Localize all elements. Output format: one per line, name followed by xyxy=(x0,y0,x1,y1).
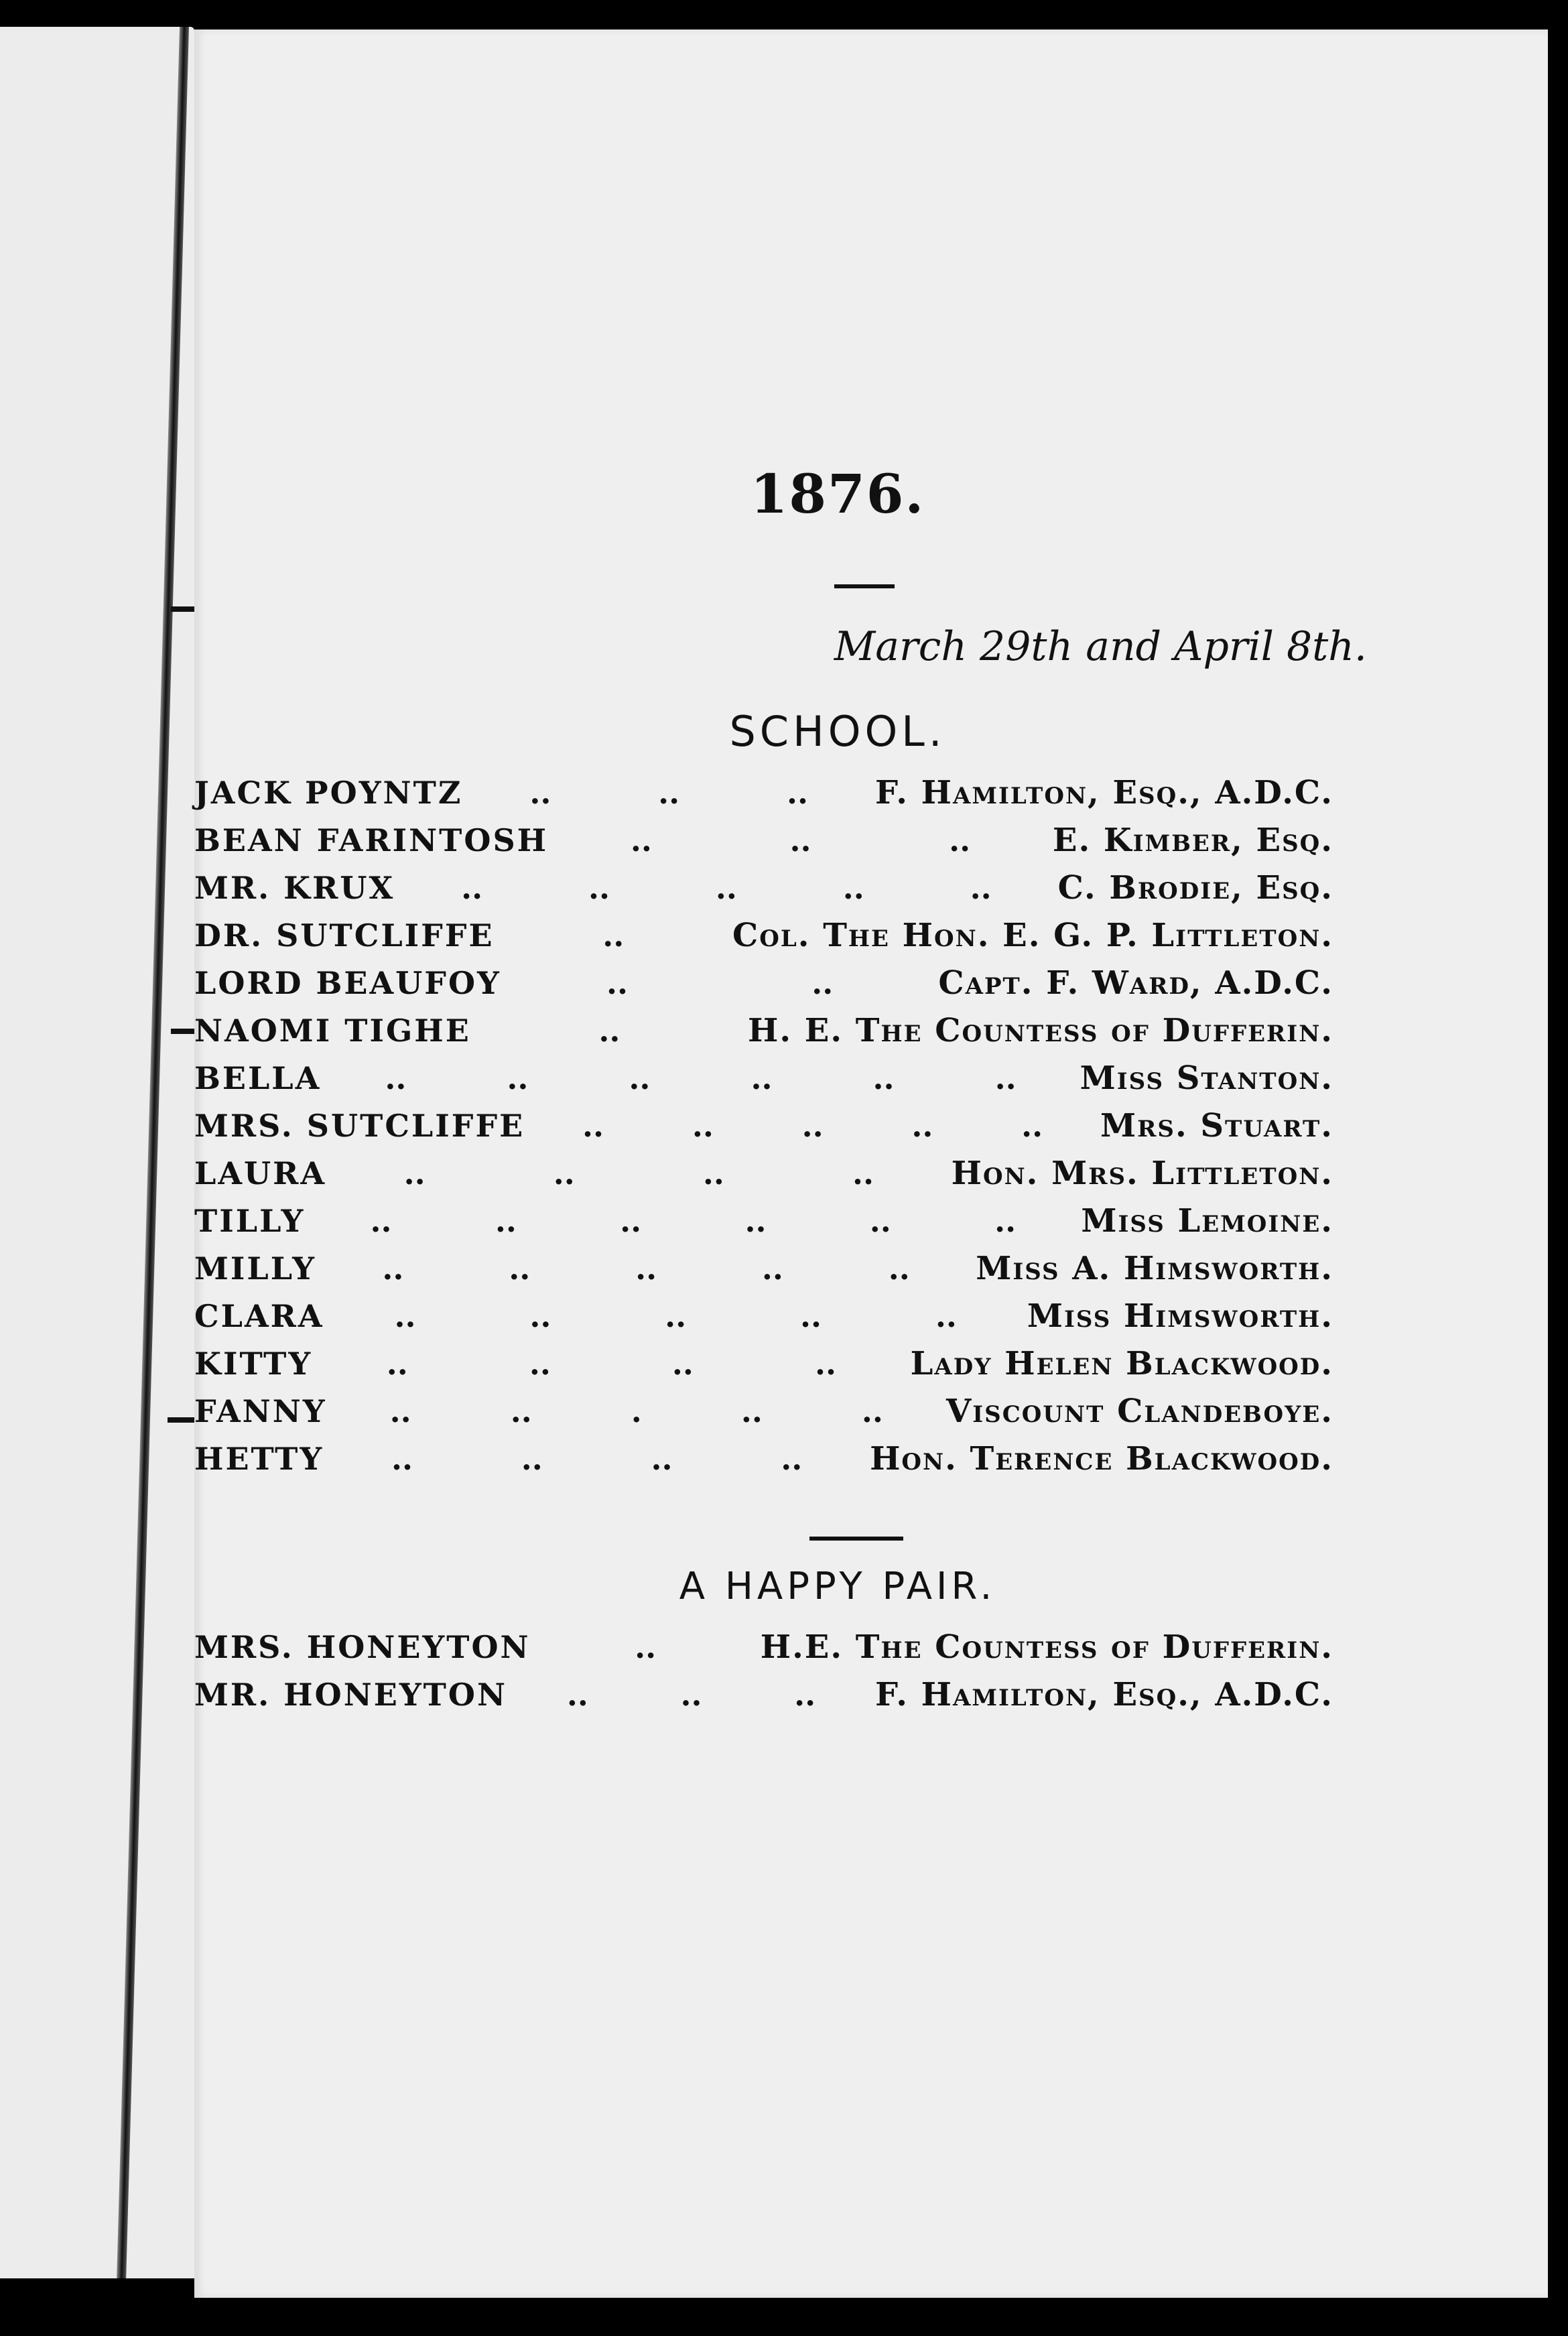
cast-row xyxy=(194,1392,1333,1440)
leader-dots: .. .. .. xyxy=(529,775,809,811)
page-year: 1876. xyxy=(750,462,925,525)
leader-dots: .. xyxy=(598,1013,620,1049)
section-heading-happy-pair: A HAPPY PAIR. xyxy=(679,1565,996,1608)
cast-list-school xyxy=(194,774,1333,1488)
actor-name: Mrs. Stuart. xyxy=(1100,1107,1333,1145)
leader-dots: .. .. .. xyxy=(566,1677,816,1713)
role-name: DR. SUTCLIFFE xyxy=(194,917,495,954)
actor-name: Miss Himsworth. xyxy=(1027,1297,1333,1335)
leader-dots: .. .. .. .. .. xyxy=(382,1250,910,1287)
role-name: MRS. HONEYTON xyxy=(194,1629,531,1665)
leader-dots: .. .. .. .. xyxy=(403,1155,874,1191)
cast-row xyxy=(194,1250,1333,1297)
role-name: MR. HONEYTON xyxy=(194,1677,508,1713)
cast-row xyxy=(194,1012,1333,1059)
leader-dots: .. .. .. .. .. xyxy=(461,870,992,906)
leader-dots: .. .. .. .. xyxy=(391,1441,803,1477)
role-name: BELLA xyxy=(194,1060,322,1096)
left-page xyxy=(0,27,194,2278)
role-name: KITTY xyxy=(194,1346,313,1382)
actor-name: Lady Helen Blackwood. xyxy=(910,1345,1333,1382)
role-name: MILLY xyxy=(194,1250,317,1287)
cast-row xyxy=(194,1107,1333,1155)
section-rule xyxy=(809,1537,903,1541)
actor-name: Hon. Mrs. Littleton. xyxy=(951,1155,1333,1192)
cast-row xyxy=(194,1676,1333,1724)
role-name: LAURA xyxy=(194,1155,327,1191)
section-heading-school: SCHOOL. xyxy=(729,707,946,756)
actor-name: H.E. The Countess of Dufferin. xyxy=(760,1628,1333,1666)
cast-list-happy-pair xyxy=(194,1628,1333,1724)
cast-row xyxy=(194,869,1333,917)
role-name: JACK POYNTZ xyxy=(194,775,463,811)
actor-name: H. E. The Countess of Dufferin. xyxy=(748,1012,1333,1049)
cast-row xyxy=(194,774,1333,822)
role-name: HETTY xyxy=(194,1441,324,1477)
leader-dots: .. .. .. .. .. .. xyxy=(370,1203,1017,1239)
role-name: MRS. SUTCLIFFE xyxy=(194,1108,525,1144)
actor-name: Hon. Terence Blackwood. xyxy=(870,1440,1333,1478)
leader-dots: .. .. xyxy=(606,965,834,1001)
role-name: FANNY xyxy=(194,1393,327,1429)
actor-name: F. Hamilton, Esq., A.D.C. xyxy=(874,1676,1333,1713)
cast-row xyxy=(194,1155,1333,1202)
leader-dots: .. xyxy=(602,917,625,954)
cast-row xyxy=(194,1297,1333,1345)
role-name: LORD BEAUFOY xyxy=(194,965,501,1001)
role-name: MR. KRUX xyxy=(194,870,395,906)
cast-row xyxy=(194,1202,1333,1250)
cast-row xyxy=(194,1345,1333,1392)
role-name: TILLY xyxy=(194,1203,306,1239)
actor-name: Miss Lemoine. xyxy=(1081,1202,1333,1240)
actor-name: Capt. F. Ward, A.D.C. xyxy=(938,964,1333,1002)
cast-row xyxy=(194,822,1333,869)
actor-name: Miss A. Himsworth. xyxy=(976,1250,1333,1287)
actor-name: Miss Stanton. xyxy=(1080,1059,1333,1097)
role-name: CLARA xyxy=(194,1298,324,1334)
title-rule xyxy=(834,584,895,588)
leader-dots: .. .. .. .. .. xyxy=(394,1298,957,1334)
leader-dots: .. xyxy=(635,1629,657,1665)
actor-name: F. Hamilton, Esq., A.D.C. xyxy=(874,774,1333,812)
leader-dots: .. .. .. xyxy=(630,822,971,858)
cast-row xyxy=(194,1440,1333,1488)
cast-row xyxy=(194,917,1333,964)
cast-row xyxy=(194,964,1333,1012)
role-name: BEAN FARINTOSH xyxy=(194,822,549,858)
actor-name: E. Kimber, Esq. xyxy=(1052,822,1333,859)
actor-name: C. Brodie, Esq. xyxy=(1057,869,1333,907)
leader-dots: .. .. . .. .. xyxy=(389,1393,883,1429)
performance-dates: March 29th and April 8th. xyxy=(834,623,1367,670)
cast-row xyxy=(194,1059,1333,1107)
leader-dots: .. .. .. .. .. .. xyxy=(385,1060,1017,1096)
leader-dots: .. .. .. .. .. xyxy=(582,1108,1043,1144)
actor-name: Viscount Clandeboye. xyxy=(946,1392,1333,1430)
role-name: NAOMI TIGHE xyxy=(194,1013,471,1049)
leader-dots: .. .. .. .. xyxy=(386,1346,837,1382)
cast-row xyxy=(194,1628,1333,1676)
actor-name: Col. The Hon. E. G. P. Littleton. xyxy=(732,917,1333,954)
